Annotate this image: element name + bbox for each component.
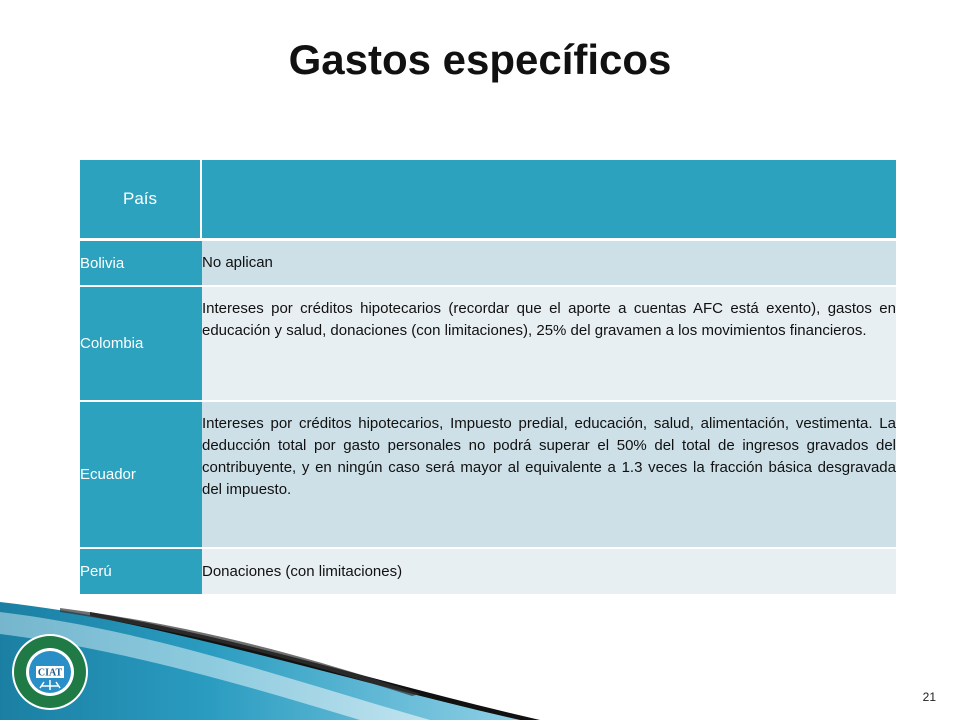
row-country-bolivia: Bolivia <box>80 241 202 287</box>
row-description: Donaciones (con limitaciones) <box>202 549 896 596</box>
svg-text:CIAT: CIAT <box>37 667 63 679</box>
footer-decoration <box>0 590 960 720</box>
row-country-ecuador: Ecuador <box>80 402 202 549</box>
expenses-table <box>80 160 896 596</box>
page-number: 21 <box>922 690 936 704</box>
row-country-peru: Perú <box>80 549 202 596</box>
row-description: Intereses por créditos hipotecarios, Impuesto predial, educación, salud, alimentación, vestimenta. La deducción total por gasto personales no podrá superar el 50% del total de ingresos gravados del contribuyente, y en ningún caso será mayor al equivalente a 1.3 veces la fracción básica desgravada del impuesto. <box>202 402 896 549</box>
header-country: País <box>80 160 202 241</box>
table-header-row <box>80 160 896 241</box>
table-row <box>80 402 896 549</box>
header-description <box>202 160 896 241</box>
slide-title: Gastos específicos <box>288 36 672 83</box>
ciat-logo <box>10 632 90 712</box>
row-country-colombia: Colombia <box>80 287 202 402</box>
row-description: No aplican <box>202 241 896 287</box>
table-row <box>80 287 896 402</box>
table-row <box>80 549 896 596</box>
row-description: Intereses por créditos hipotecarios (recordar que el aporte a cuentas AFC está exento), gastos en educación y salud, donaciones (con limitaciones), 25% del gravamen a los movimientos financieros. <box>202 287 896 402</box>
table-row <box>80 241 896 287</box>
